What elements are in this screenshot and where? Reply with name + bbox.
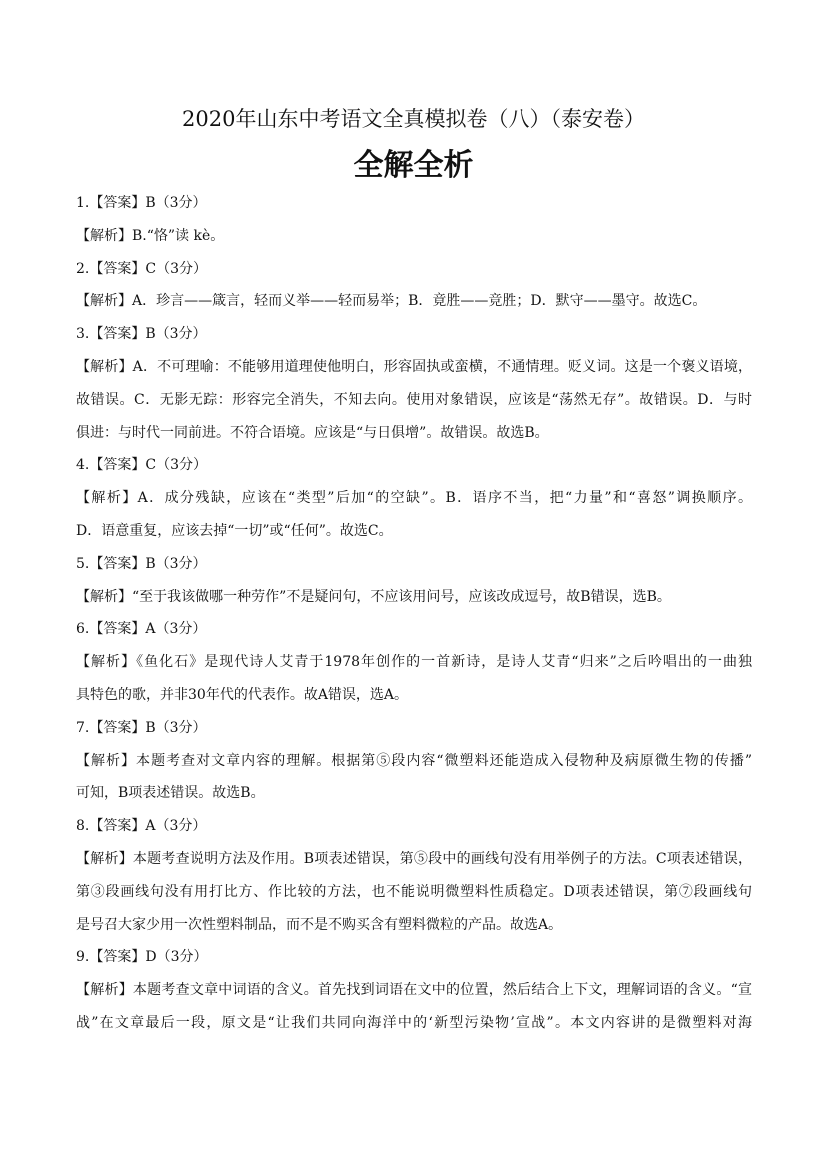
text-line: 【解析】本题考查对文章内容的理解。根据第⑤段内容“微塑料还能造成入侵物种及病原微生物的传播” [76, 752, 752, 769]
text-line: 第③段画线句没有用打比方、作比较的方法，也不能说明微塑料性质稳定。D项表述错误，第⑦段画线句 [76, 883, 752, 900]
answer-content [76, 190, 752, 1043]
text-line: 【解析】《鱼化石》是现代诗人艾青于1978年创作的一首新诗，是诗人艾青“归来”之后吟唱出的一曲独 [76, 654, 752, 671]
text-line: 2.【答案】C（3分） [76, 260, 207, 277]
text-line: 是号召大家少用一次性塑料制品，而不是不购买含有塑料微粒的产品。故选A。 [76, 916, 563, 933]
text-line: 【解析】B.“恪”读 kè。 [76, 227, 225, 244]
text-line: 故错误。C．无影无踪：形容完全消失，不知去向。使用对象错误，应该是“荡然无存”。故错误。D．与时 [76, 391, 752, 408]
text-line: 7.【答案】B（3分） [76, 719, 207, 736]
text-line: 战”在文章最后一段，原文是“让我们共同向海洋中的‘新型污染物’宣战”。本文内容讲的是微塑料对海 [76, 1014, 752, 1031]
text-line: 【解析】本题考查说明方法及作用。B项表述错误，第⑤段中的画线句没有用举例子的方法。C项表述错误， [76, 850, 752, 867]
text-line: 【解析】A．成分残缺，应该在“类型”后加“的空缺”。B．语序不当，把“力量”和“喜怒”调换顺序。 [76, 490, 752, 507]
text-line: 【解析】A．珍言——箴言，轻而义举——轻而易举；B．竟胜——竞胜；D．默守——墨守。故选C。 [76, 293, 707, 310]
document-subtitle: 全解全析 [353, 148, 474, 183]
text-line: 【解析】A．不可理喻：不能够用道理使他明白，形容固执或蛮横，不通情理。贬义词。这是一个褒义语境， [76, 358, 752, 375]
text-line: 【解析】本题考查文章中词语的含义。首先找到词语在文中的位置，然后结合上下文，理解词语的含义。“宣 [76, 982, 752, 999]
text-line: 具特色的歌，并非30年代的代表作。故A错误，选A。 [76, 686, 409, 703]
text-line: 9.【答案】D（3分） [76, 949, 208, 966]
text-line: 俱进：与时代一同前进。不符合语境。应该是“与日俱增”。故错误。故选B。 [76, 424, 549, 441]
text-line: 可知，B项表述错误。故选B。 [76, 785, 265, 802]
text-line: 4.【答案】C（3分） [76, 457, 207, 474]
text-line: 8.【答案】A（3分） [76, 818, 207, 835]
text-line: 5.【答案】B（3分） [76, 555, 207, 572]
text-line: 【解析】“至于我该做哪一种劳作”不是疑问句，不应该用问号，应该改成逗号，故B错误，选B。 [76, 588, 671, 605]
text-line: 6.【答案】A（3分） [76, 621, 207, 638]
text-line: D．语意重复，应该去掉“一切”或“任何”。故选C。 [76, 522, 393, 539]
text-line: 1.【答案】B（3分） [76, 195, 207, 211]
text-line: 3.【答案】B（3分） [76, 326, 207, 343]
document-title: 2020年山东中考语文全真模拟卷（八）（泰安卷） [182, 107, 645, 131]
